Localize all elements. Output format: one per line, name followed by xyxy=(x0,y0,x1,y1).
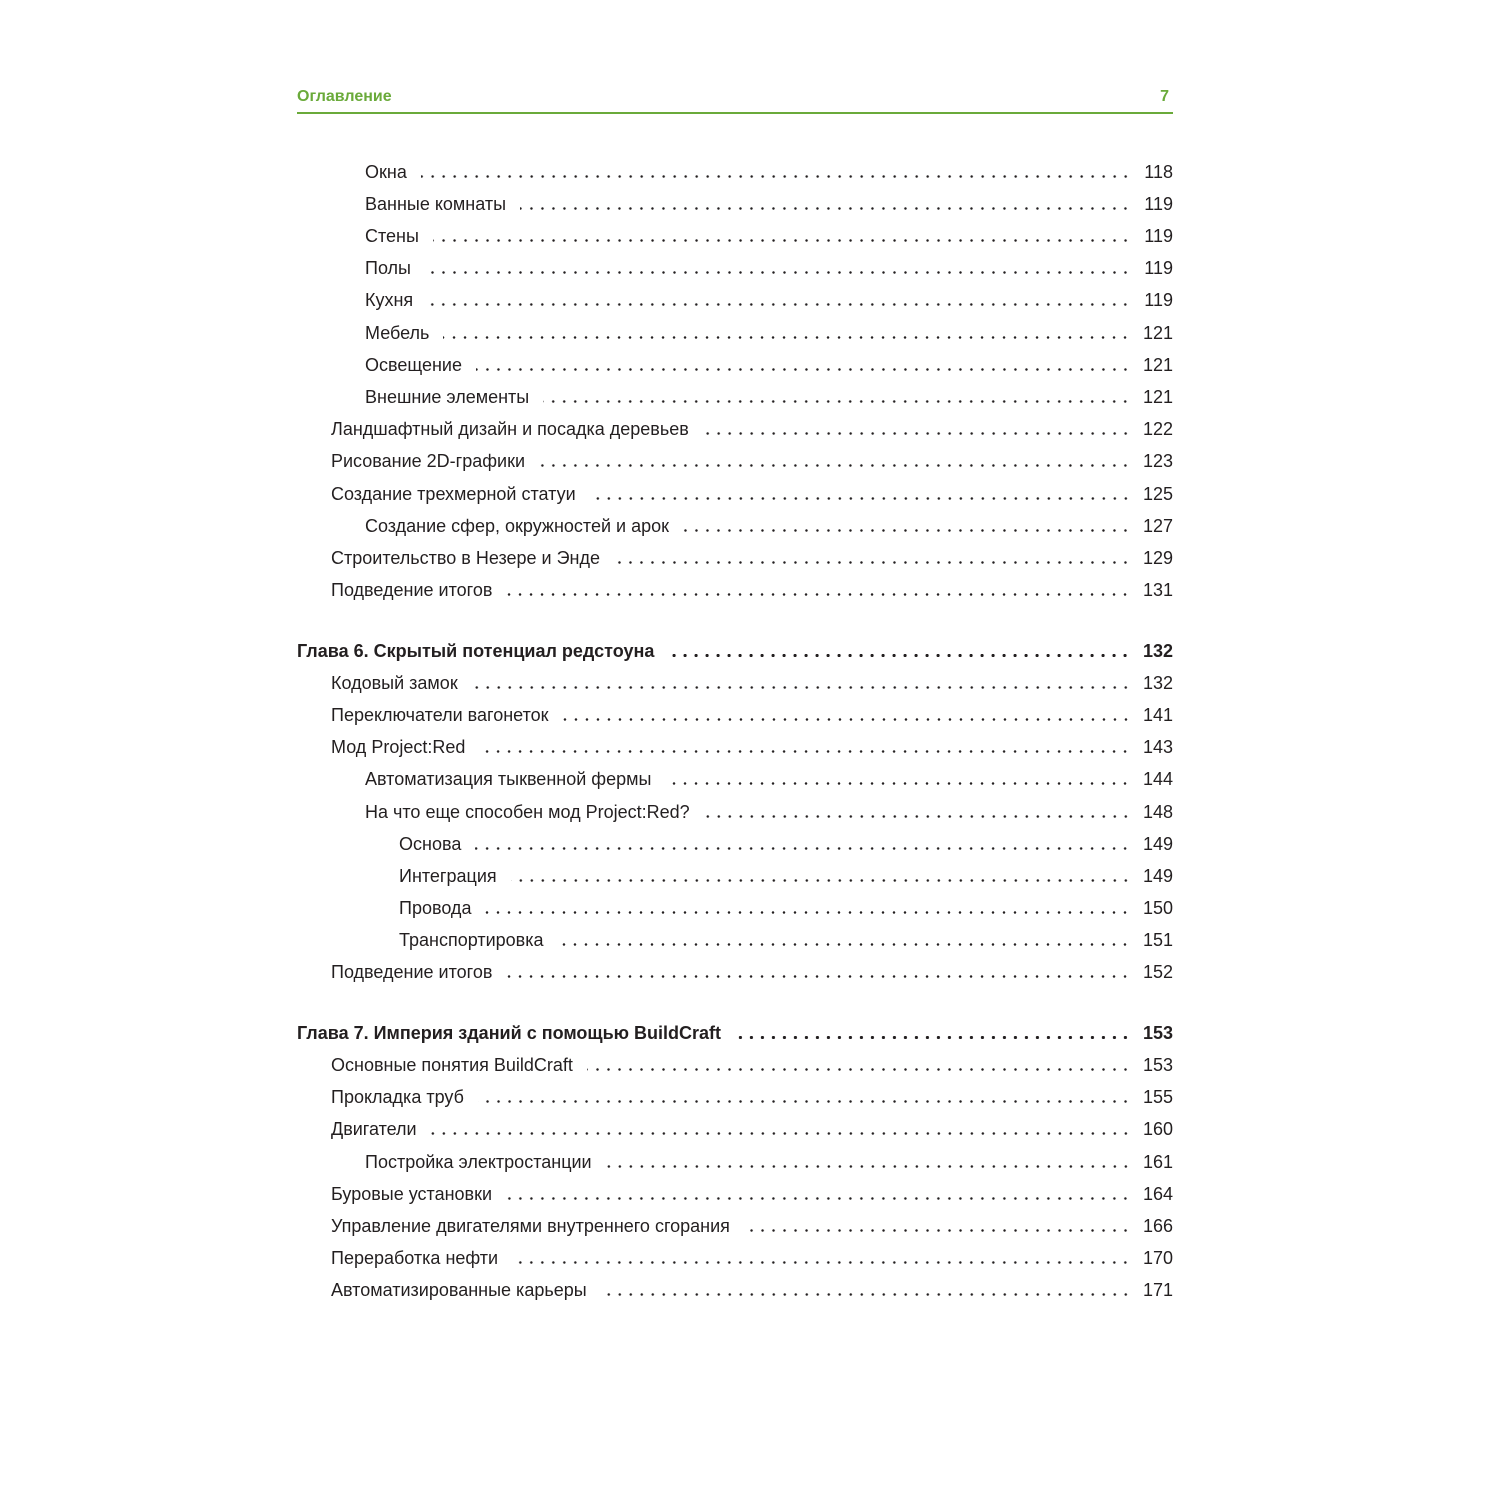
dot-leader xyxy=(511,879,1131,882)
toc-entry-title: Управление двигателями внутреннего сгорания xyxy=(331,1216,730,1236)
toc-entry-title: Провода xyxy=(399,898,472,918)
dot-leader xyxy=(421,175,1131,178)
toc-entry xyxy=(365,764,1173,794)
dot-leader xyxy=(475,847,1131,850)
toc-entry xyxy=(365,1147,1173,1177)
toc-entry-title: Двигатели xyxy=(331,1119,417,1139)
dot-leader xyxy=(512,1261,1131,1264)
toc-entry-page: 141 xyxy=(1142,705,1173,725)
toc-entry-page: 155 xyxy=(1142,1087,1173,1107)
toc-entry-page: 121 xyxy=(1142,323,1173,343)
toc-entry-page: 160 xyxy=(1142,1119,1173,1139)
toc-entry-page: 144 xyxy=(1142,769,1173,789)
dot-leader xyxy=(472,686,1131,689)
toc-entry-page: 119 xyxy=(1144,258,1173,278)
toc-entry xyxy=(331,1275,1173,1305)
toc-entry-title: Переработка нефти xyxy=(331,1248,499,1268)
toc-entry-page: 171 xyxy=(1142,1280,1173,1300)
dot-leader xyxy=(614,561,1131,564)
toc-entry-title: Переключатели вагонеток xyxy=(331,705,549,725)
toc-entry-page: 119 xyxy=(1144,194,1173,214)
dot-leader xyxy=(668,654,1131,657)
dot-leader xyxy=(506,975,1131,978)
dot-leader xyxy=(539,464,1131,467)
toc-entry-title: Прокладка труб xyxy=(331,1087,464,1107)
toc-entry-title: Глава 6. Скрытый потенциал редстоуна xyxy=(297,641,655,661)
dot-leader xyxy=(587,1068,1131,1071)
toc-entry xyxy=(399,925,1173,955)
toc-entry-title: Мод Project:Red xyxy=(331,737,466,757)
toc-entry xyxy=(399,893,1173,923)
dot-leader xyxy=(744,1229,1131,1232)
toc-entry-title: Подведение итогов xyxy=(331,962,493,982)
dot-leader xyxy=(665,782,1131,785)
dot-leader xyxy=(433,239,1131,242)
toc-entry-page: 170 xyxy=(1142,1248,1173,1268)
toc-entry xyxy=(331,575,1173,605)
toc-entry-page: 161 xyxy=(1142,1152,1173,1172)
toc-entry-title: Автоматизированные карьеры xyxy=(331,1280,587,1300)
toc-entry-page: 118 xyxy=(1144,162,1173,182)
toc-entry xyxy=(399,829,1173,859)
dot-leader xyxy=(427,303,1131,306)
toc-entry-page: 153 xyxy=(1142,1055,1173,1075)
dot-leader xyxy=(543,400,1131,403)
toc-entry xyxy=(365,253,1173,283)
toc-entry xyxy=(331,957,1173,987)
toc-entry-title: На что еще способен мод Project:Red? xyxy=(365,802,690,822)
toc-entry xyxy=(399,861,1173,891)
toc-entry xyxy=(365,189,1173,219)
toc-entry-title: Буровые установки xyxy=(331,1184,493,1204)
toc-entry-title: Ванные комнаты xyxy=(365,194,507,214)
toc-entry xyxy=(365,350,1173,380)
toc-entry xyxy=(365,797,1173,827)
toc-entry-page: 150 xyxy=(1142,898,1173,918)
toc-entry xyxy=(331,1243,1173,1273)
header-title: Оглавление xyxy=(297,88,392,105)
dot-leader xyxy=(704,815,1131,818)
toc-entry xyxy=(365,285,1173,315)
toc-entry-page: 122 xyxy=(1142,419,1173,439)
toc-entry-title: Ландшафтный дизайн и посадка деревьев xyxy=(331,419,689,439)
toc-entry-title: Полы xyxy=(365,258,411,278)
dot-leader xyxy=(485,911,1131,914)
toc-entry-page: 153 xyxy=(1142,1023,1173,1043)
toc-entry-page: 164 xyxy=(1142,1184,1173,1204)
toc-entry xyxy=(365,511,1173,541)
toc-entry-title: Подведение итогов xyxy=(331,580,493,600)
toc-entry-page: 123 xyxy=(1142,451,1173,471)
toc-entry-page: 129 xyxy=(1142,548,1173,568)
toc-entry-title: Кодовый замок xyxy=(331,673,458,693)
toc-entry xyxy=(365,221,1173,251)
dot-leader xyxy=(683,529,1131,532)
toc-entry xyxy=(331,1050,1173,1080)
toc-entry xyxy=(331,446,1173,476)
dot-leader xyxy=(476,368,1131,371)
toc-entry-title: Постройка электростанции xyxy=(365,1152,592,1172)
dot-leader xyxy=(520,207,1131,210)
toc-entry-title: Кухня xyxy=(365,290,414,310)
toc-entry-title: Стены xyxy=(365,226,419,246)
toc-entry-title: Мебель xyxy=(365,323,430,343)
toc-entry xyxy=(331,700,1173,730)
dot-leader xyxy=(431,1132,1131,1135)
dot-leader xyxy=(557,943,1130,946)
toc-entry-page: 119 xyxy=(1144,290,1173,310)
toc-entry-title: Автоматизация тыквенной фермы xyxy=(365,769,652,789)
dot-leader xyxy=(478,1100,1131,1103)
toc-entry-page: 149 xyxy=(1142,834,1173,854)
toc-entry xyxy=(365,157,1173,187)
dot-leader xyxy=(590,497,1131,500)
dot-leader xyxy=(606,1165,1131,1168)
toc-entry-page: 119 xyxy=(1144,226,1173,246)
running-header xyxy=(297,84,1173,114)
toc-entry xyxy=(365,382,1173,412)
toc-entry xyxy=(331,1082,1173,1112)
toc-entry-title: Рисование 2D-графики xyxy=(331,451,526,471)
toc-entry-title: Глава 7. Империя зданий с помощью BuildCraft xyxy=(297,1023,722,1043)
toc-entry-page: 166 xyxy=(1142,1216,1173,1236)
toc-entry xyxy=(331,1179,1173,1209)
dot-leader xyxy=(506,593,1131,596)
toc-entry-title: Интеграция xyxy=(399,866,497,886)
toc-entry-title: Создание трехмерной статуи xyxy=(331,484,576,504)
toc-entry-page: 132 xyxy=(1142,641,1173,661)
toc-entry-title: Транспортировка xyxy=(399,930,544,950)
dot-leader xyxy=(735,1036,1131,1039)
toc-entry-page: 149 xyxy=(1142,866,1173,886)
dot-leader xyxy=(443,336,1131,339)
toc-entry-page: 132 xyxy=(1142,673,1173,693)
toc-entry xyxy=(331,1211,1173,1241)
toc-entry-page: 151 xyxy=(1142,930,1173,950)
toc-entry-title: Окна xyxy=(365,162,407,182)
toc-entry-page: 121 xyxy=(1142,387,1173,407)
toc-entry xyxy=(331,732,1173,762)
toc-entry xyxy=(365,318,1173,348)
toc-chapter-entry xyxy=(297,636,1173,666)
toc-entry xyxy=(331,1114,1173,1144)
toc-entry-page: 127 xyxy=(1142,516,1173,536)
dot-leader xyxy=(425,271,1131,274)
toc-entry xyxy=(331,543,1173,573)
toc-entry-title: Создание сфер, окружностей и арок xyxy=(365,516,669,536)
dot-leader xyxy=(703,432,1131,435)
toc-entry-page: 121 xyxy=(1142,355,1173,375)
toc-entry-page: 143 xyxy=(1142,737,1173,757)
toc-entry-page: 125 xyxy=(1142,484,1173,504)
toc-chapter-entry xyxy=(297,1018,1173,1048)
toc-entry xyxy=(331,668,1173,698)
dot-leader xyxy=(479,750,1131,753)
toc-entry-title: Основные понятия BuildCraft xyxy=(331,1055,573,1075)
toc-entry-page: 131 xyxy=(1142,580,1173,600)
toc-entry-title: Основа xyxy=(399,834,462,854)
toc-entry-page: 152 xyxy=(1142,962,1173,982)
header-page-number: 7 xyxy=(1160,88,1169,105)
toc-entry-page: 148 xyxy=(1142,802,1173,822)
dot-leader xyxy=(601,1293,1131,1296)
toc-entry-title: Внешние элементы xyxy=(365,387,530,407)
toc-entry-title: Освещение xyxy=(365,355,462,375)
dot-leader xyxy=(563,718,1131,721)
dot-leader xyxy=(506,1197,1131,1200)
toc-entry xyxy=(331,479,1173,509)
toc-entry-title: Строительство в Незере и Энде xyxy=(331,548,600,568)
toc-entry xyxy=(331,414,1173,444)
